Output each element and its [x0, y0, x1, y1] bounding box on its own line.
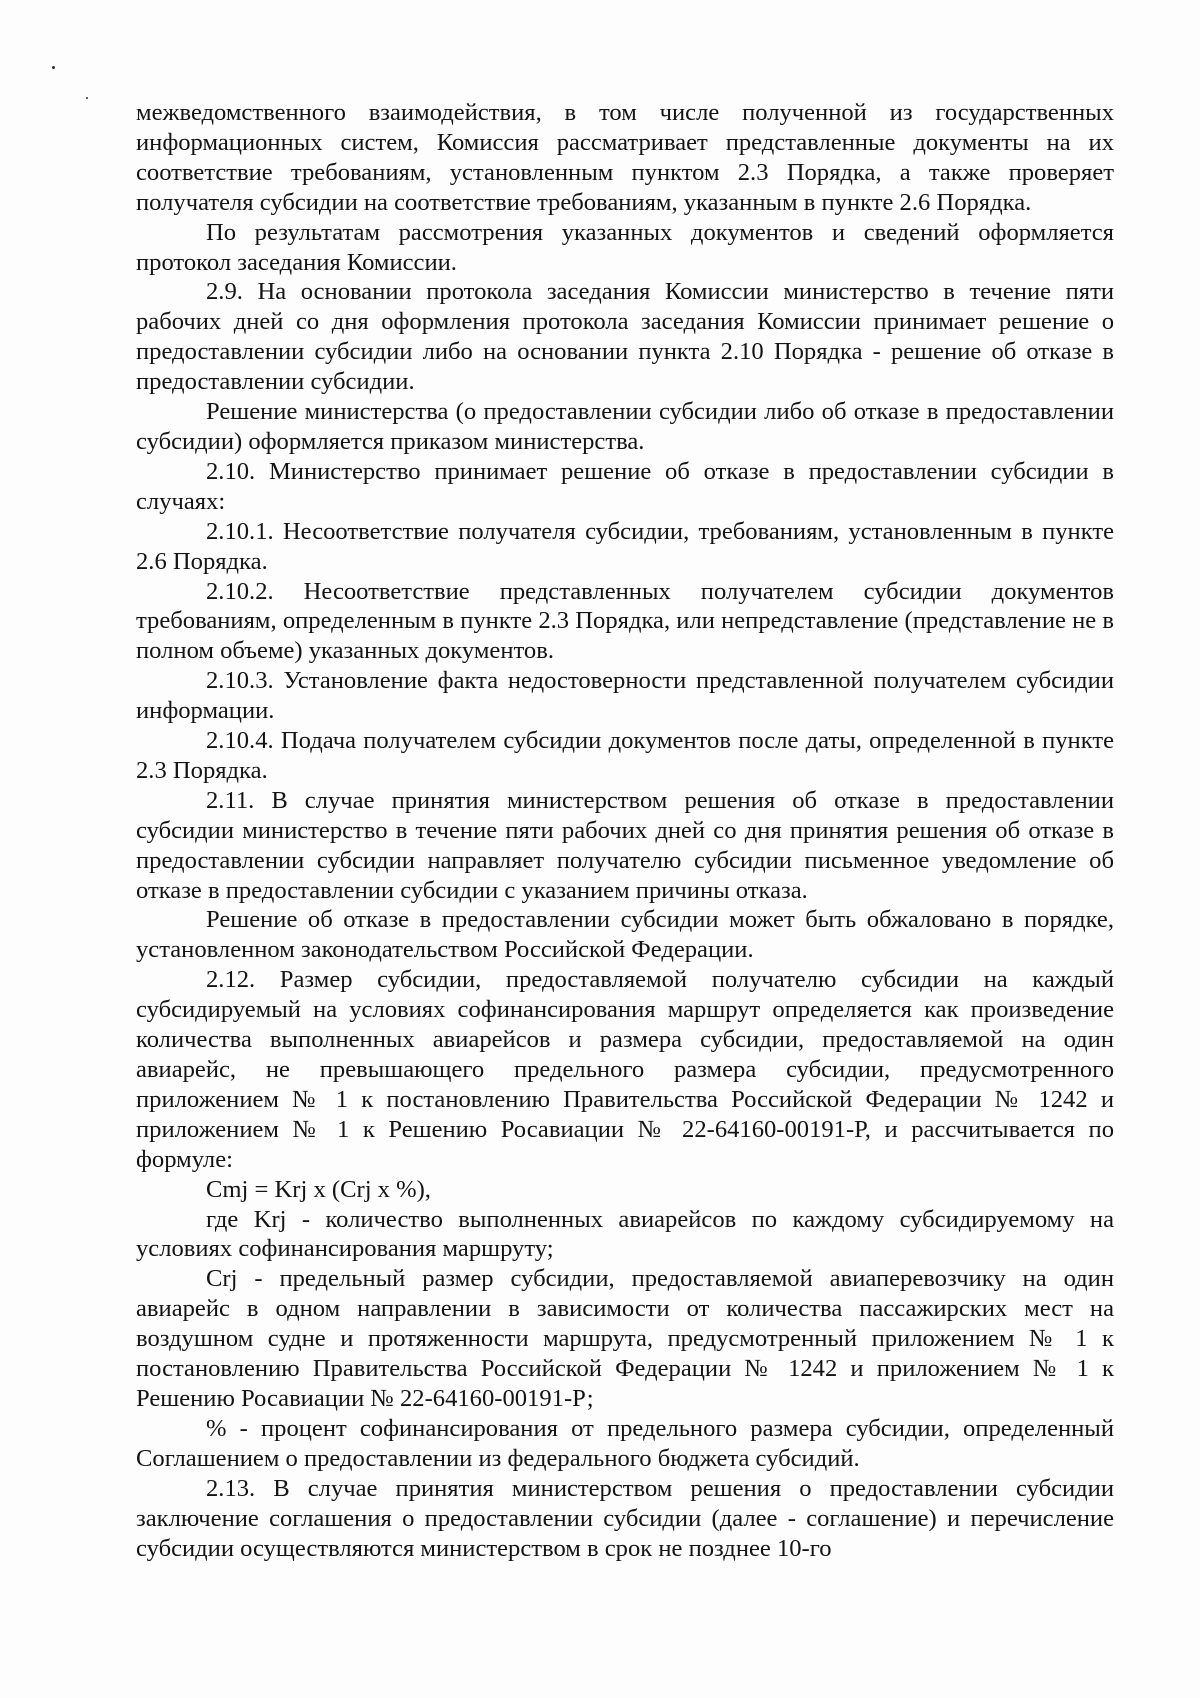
paragraph-2-11: 2.11. В случае принятия министерством решения об отказе в предоставлении субсидии министерство в течение пяти рабочих дней со дня принятия решения об отказе в предоставлении субсидии направляет получателю субсидии письменное уведомление об отказе в предоставлении субсидии с указанием причины отказа.: [136, 786, 1114, 904]
paragraph-definition-crj: Crj - предельный размер субсидии, предоставляемой авиаперевозчику на один авиарейс в одном направлении в зависимости от количества пассажирских мест на воздушном судне и протяженности маршрута, предусмотренный приложением № 1 к постановлению Правительства Российской Федерации № 1242 и приложением № 1 к Решению Росавиации № 22-64160-00191-Р;: [136, 1265, 1114, 1412]
paragraph: Решение министерства (о предоставлении субсидии либо об отказе в предоставлении субсидии) оформляется приказом министерства.: [136, 398, 1114, 455]
paragraph-definition-percent: % - процент софинансирования от предельного размера субсидии, определенный Соглашением о предоставлении из федерального бюджета субсидий.: [136, 1414, 1114, 1472]
formula: Cmj = Krj x (Crj x %),: [206, 1175, 431, 1203]
paragraph-2-10-4: 2.10.4. Подача получателем субсидии документов после даты, определенной в пункте 2.3 Порядка.: [136, 727, 1114, 784]
paragraph: По результатам рассмотрения указанных документов и сведений оформляется протокол заседания Комиссии.: [136, 218, 1114, 276]
document-body: [136, 98, 1114, 1563]
paragraph-2-12: 2.12. Размер субсидии, предоставляемой получателю субсидии на каждый субсидируемый на условиях софинансирования маршрут определяется как произведение количества выполненных авиарейсов и размера субсидии, предоставляемой на один авиарейс, не превышающего предельного размера субсидии, предусмотренного приложением № 1 к постановлению Правительства Российской Федерации № 1242 и приложением № 1 к Решению Росавиации № 22-64160-00191-Р, и рассчитывается по формуле:: [136, 966, 1114, 1173]
paragraph-2-9: 2.9. На основании протокола заседания Комиссии министерство в течение пяти рабочих дней со дня оформления протокола заседания Комиссии принимает решение о предоставлении субсидии либо на основании пункта 2.10 Порядка - решение об отказе в предоставлении субсидии.: [136, 278, 1114, 396]
paragraph-definition-krj: где Krj - количество выполненных авиарейсов по каждому субсидируемому на условиях софинансирования маршруту;: [136, 1205, 1114, 1263]
paragraph-2-10: 2.10. Министерство принимает решение об отказе в предоставлении субсидии в случаях:: [136, 457, 1114, 515]
paragraph-2-13: 2.13. В случае принятия министерством решения о предоставлении субсидии заключение соглашения о предоставлении субсидии (далее - соглашение) и перечисление субсидии осуществляются министерством в срок не позднее 10-го: [136, 1474, 1114, 1562]
paragraph-2-10-2: 2.10.2. Несоответствие представленных получателем субсидии документов требованиям, определенным в пункте 2.3 Порядка, или непредставление (представление не в полном объеме) указанных документов.: [136, 577, 1114, 665]
paragraph-continuation: межведомственного взаимодействия, в том числе полученной из государственных информационных систем, Комиссия рассматривает представленные документы на их соответствие требованиям, установленным пунктом 2.3 Порядка, а также проверяет получателя субсидии на соответствие требованиям, указанным в пункте 2.6 Порядка.: [136, 99, 1114, 216]
paragraph-2-10-3: 2.10.3. Установление факта недостоверности представленной получателем субсидии информации.: [136, 667, 1114, 725]
scan-speck: [52, 66, 55, 69]
paragraph-2-10-1: 2.10.1. Несоответствие получателя субсидии, требованиям, установленным в пункте 2.6 Порядка.: [136, 517, 1114, 575]
paragraph: Решение об отказе в предоставлении субсидии может быть обжаловано в порядке, установленном законодательством Российской Федерации.: [136, 906, 1114, 964]
scan-speck: [86, 97, 88, 99]
